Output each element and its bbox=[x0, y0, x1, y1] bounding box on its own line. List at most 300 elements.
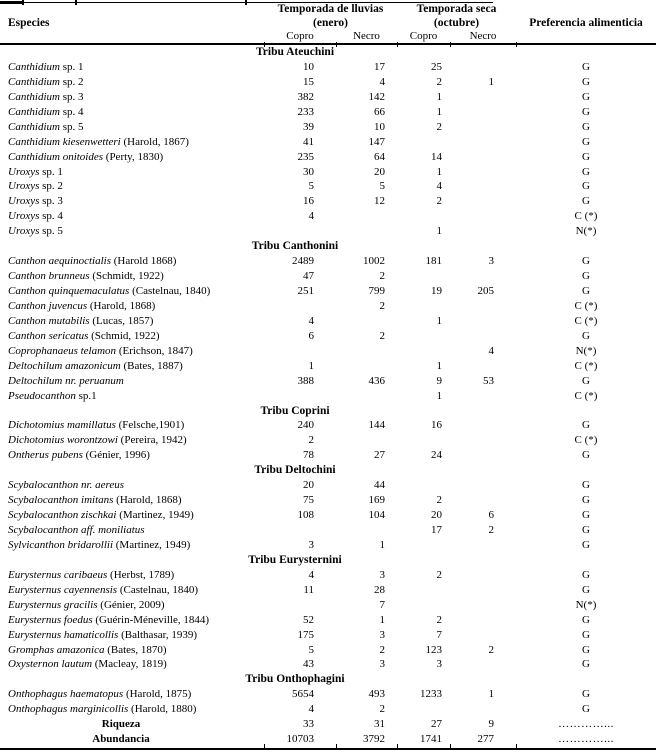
rainy-necro-count: 2 bbox=[379, 643, 385, 656]
species-name-italic: Onthophagus haematopus bbox=[8, 688, 126, 701]
dry-necro-count bbox=[450, 389, 516, 404]
species-authority: (Felsche,1901) bbox=[118, 419, 185, 432]
preference-value: G bbox=[582, 90, 590, 103]
species-row bbox=[0, 598, 656, 613]
species-row bbox=[0, 224, 656, 239]
dry-necro-count: 2 bbox=[488, 643, 494, 656]
species-name bbox=[0, 359, 264, 374]
rainy-necro-count: 3 bbox=[379, 568, 385, 581]
species-name bbox=[0, 478, 264, 493]
species-name-italic: Onthophagus marginicollis bbox=[8, 703, 132, 716]
species-authority: (Schmidt, 1922) bbox=[92, 270, 164, 283]
rainy-necro-count bbox=[336, 523, 397, 538]
species-authority: (Harold, 1867) bbox=[123, 135, 189, 148]
preference-value: G bbox=[582, 538, 590, 551]
dry-necro-count bbox=[450, 538, 516, 553]
table-body bbox=[0, 45, 656, 747]
species-row bbox=[0, 702, 656, 717]
dry-copro-count: 181 bbox=[425, 255, 442, 268]
dry-necro-count: 4 bbox=[488, 344, 494, 357]
rainy-necro-count: 20 bbox=[374, 165, 385, 178]
rainy-necro-count bbox=[336, 224, 397, 239]
species-authority: (Génier, 2009) bbox=[100, 598, 165, 611]
preference-value: G bbox=[582, 449, 590, 462]
species-name bbox=[0, 135, 264, 150]
rainy-necro-count: 2 bbox=[379, 299, 385, 312]
species-authority: sp. 1 bbox=[59, 60, 84, 73]
subheader-rainy-necro: Necro bbox=[353, 30, 380, 42]
species-name-italic: Scybalocanthon imitans bbox=[8, 494, 117, 507]
species-row bbox=[0, 568, 656, 583]
rainy-necro-count: 5 bbox=[379, 180, 385, 193]
col-group-dry-season bbox=[397, 3, 516, 30]
species-row bbox=[0, 165, 656, 180]
dry-copro-count bbox=[397, 478, 450, 493]
column-tick bbox=[336, 744, 337, 750]
rainy-copro-count: 2489 bbox=[292, 255, 314, 268]
preference-value: …………... bbox=[558, 718, 614, 731]
dry-copro-count: 2 bbox=[436, 613, 442, 626]
rainy-necro-count: 10 bbox=[374, 120, 385, 133]
rainy-necro-count: 436 bbox=[368, 374, 385, 387]
rainy-necro-count: 2 bbox=[379, 703, 385, 716]
species-authority: (Balthasar, 1939) bbox=[121, 628, 197, 641]
dry-necro-count bbox=[450, 105, 516, 120]
preference-value: C (*) bbox=[574, 434, 598, 447]
col-header-especies: Especies bbox=[8, 17, 50, 29]
rainy-copro-count bbox=[264, 344, 336, 359]
dry-necro-count bbox=[450, 269, 516, 284]
species-name bbox=[0, 493, 264, 508]
species-row bbox=[0, 120, 656, 135]
rainy-necro-count: 4 bbox=[379, 75, 385, 88]
dry-copro-count bbox=[397, 433, 450, 448]
species-name-italic: Pseudocanthon bbox=[8, 389, 76, 402]
species-row bbox=[0, 254, 656, 269]
rainy-necro-count: 66 bbox=[374, 105, 385, 118]
dry-necro-count bbox=[450, 209, 516, 224]
dry-copro-count: 14 bbox=[431, 150, 442, 163]
dry-necro-count bbox=[450, 583, 516, 598]
rainy-necro-count: 31 bbox=[374, 718, 385, 731]
dry-necro-count bbox=[450, 150, 516, 165]
rainy-copro-count: 30 bbox=[303, 165, 314, 178]
bottom-rule bbox=[0, 748, 656, 750]
dry-copro-count: 1 bbox=[436, 314, 442, 327]
col-header-preferencia: Preferencia alimenticia bbox=[529, 17, 643, 29]
tribe-section-label: Tribu Coprini bbox=[260, 404, 330, 417]
rainy-copro-count: 39 bbox=[303, 120, 314, 133]
dry-copro-count: 25 bbox=[431, 60, 442, 73]
preference-value: G bbox=[582, 524, 590, 536]
dry-copro-count: 4 bbox=[436, 180, 442, 193]
species-name-italic: Canthidium kiesenwetteri bbox=[8, 135, 124, 148]
rainy-necro-count: 3792 bbox=[363, 733, 385, 746]
tribe-section-label: Tribu Eurysternini bbox=[248, 553, 342, 566]
species-row bbox=[0, 344, 656, 359]
tribe-section-label: Tribu Onthophagini bbox=[245, 673, 345, 686]
species-row bbox=[0, 135, 656, 150]
preference-value: G bbox=[582, 105, 590, 118]
rainy-necro-count: 493 bbox=[368, 688, 385, 701]
species-name bbox=[0, 643, 264, 658]
subheader-rainy-copro: Copro bbox=[286, 30, 314, 42]
rainy-season-title: Temporada de lluvias bbox=[277, 3, 384, 15]
species-name bbox=[0, 254, 264, 269]
species-authority: (Schmid, 1922) bbox=[91, 329, 160, 342]
dry-necro-count: 2 bbox=[488, 524, 494, 536]
rainy-copro-count: 11 bbox=[303, 583, 314, 596]
rainy-copro-count: 10703 bbox=[286, 733, 314, 746]
dry-copro-count: 17 bbox=[431, 524, 442, 536]
rainy-copro-count: 4 bbox=[308, 568, 314, 581]
species-name bbox=[0, 613, 264, 628]
species-authority: (Génier, 1996) bbox=[85, 449, 150, 462]
rainy-copro-count: 5 bbox=[308, 643, 314, 656]
dry-copro-count: 1 bbox=[436, 165, 442, 178]
preference-value: G bbox=[582, 150, 590, 163]
dry-copro-count: 24 bbox=[431, 449, 442, 462]
rainy-copro-count: 382 bbox=[297, 90, 314, 103]
dry-necro-count bbox=[450, 329, 516, 344]
species-name bbox=[0, 448, 264, 463]
tribe-section-label: Tribu Deltochini bbox=[254, 464, 336, 477]
species-name-italic: Eurysternus gracilis bbox=[8, 598, 101, 611]
species-name bbox=[0, 657, 264, 672]
rainy-necro-count bbox=[336, 433, 397, 448]
species-authority: sp. 5 bbox=[59, 120, 84, 133]
dry-copro-count bbox=[397, 135, 450, 150]
dry-necro-count bbox=[450, 179, 516, 194]
rainy-copro-count: 233 bbox=[297, 105, 314, 118]
dry-necro-count bbox=[450, 478, 516, 493]
species-authority: (Harold, 1868) bbox=[116, 494, 182, 507]
rainy-necro-count: 799 bbox=[368, 285, 385, 297]
rainy-copro-count: 235 bbox=[297, 150, 314, 163]
rainy-copro-count: 10 bbox=[303, 60, 314, 73]
rainy-necro-count: 104 bbox=[368, 509, 385, 522]
species-name-italic: Scybalocanthon nr. aereus bbox=[8, 479, 124, 492]
species-name-italic: Oxysternon lautum bbox=[8, 658, 95, 671]
preference-value: G bbox=[582, 643, 590, 656]
tribe-section-row bbox=[0, 404, 656, 419]
subheader-dry-necro: Necro bbox=[469, 30, 497, 42]
species-name-italic: Canthidium bbox=[8, 90, 60, 103]
species-name bbox=[0, 209, 264, 224]
species-name-italic: Canthon quinquemaculatus bbox=[8, 285, 133, 297]
species-name-italic: Eurysternus hamaticollis bbox=[8, 628, 122, 641]
species-row bbox=[0, 478, 656, 493]
species-name bbox=[0, 628, 264, 643]
rainy-copro-count: 3 bbox=[308, 538, 314, 551]
tribe-section-row bbox=[0, 553, 656, 568]
dry-copro-count: 2 bbox=[436, 75, 442, 88]
species-authority: (Castelnau, 1840) bbox=[132, 285, 211, 297]
dry-necro-count: 277 bbox=[477, 733, 494, 746]
species-row bbox=[0, 209, 656, 224]
species-name bbox=[0, 90, 264, 105]
rainy-copro-count bbox=[264, 224, 336, 239]
preference-value: G bbox=[582, 494, 590, 507]
species-name-italic: Sylvicanthon bridarollii bbox=[8, 538, 116, 551]
preference-value: G bbox=[582, 120, 590, 133]
species-authority: (Castelnau, 1840) bbox=[119, 583, 199, 596]
dry-necro-count bbox=[450, 359, 516, 374]
species-name-italic: Canthon mutabilis bbox=[8, 314, 93, 327]
preference-value: G bbox=[582, 583, 590, 596]
dry-copro-count bbox=[397, 209, 450, 224]
rainy-copro-count: 5 bbox=[308, 180, 314, 193]
species-name bbox=[0, 433, 264, 448]
species-name-italic: Gromphas amazonica bbox=[8, 643, 108, 656]
rainy-copro-count: 20 bbox=[303, 479, 314, 492]
species-row bbox=[0, 523, 656, 538]
summary-row bbox=[0, 732, 656, 747]
species-authority: sp. 4 bbox=[59, 105, 84, 118]
rainy-necro-count: 144 bbox=[368, 419, 385, 432]
species-name bbox=[0, 165, 264, 180]
rainy-copro-count: 16 bbox=[303, 195, 314, 208]
rainy-copro-count: 1 bbox=[308, 359, 314, 372]
rainy-copro-count: 6 bbox=[308, 329, 314, 342]
species-name bbox=[0, 389, 264, 404]
species-row bbox=[0, 538, 656, 553]
species-authority: (Pereira, 1942) bbox=[120, 434, 187, 447]
dry-necro-count: 6 bbox=[488, 509, 494, 522]
tribe-section-row bbox=[0, 45, 656, 60]
dry-copro-count bbox=[397, 598, 450, 613]
species-authority: (Martinez, 1949) bbox=[115, 538, 191, 551]
rainy-copro-count: 108 bbox=[297, 509, 314, 522]
rainy-necro-count: 3 bbox=[379, 658, 385, 671]
species-name-italic: Uroxys bbox=[8, 195, 40, 208]
rainy-copro-count: 52 bbox=[303, 613, 314, 626]
rainy-copro-count: 4 bbox=[308, 314, 314, 327]
dry-necro-count bbox=[450, 90, 516, 105]
species-authority: sp. 1 bbox=[39, 165, 63, 178]
preference-value: G bbox=[582, 255, 590, 268]
dry-copro-count: 9 bbox=[436, 374, 442, 387]
species-name bbox=[0, 374, 264, 389]
species-name-italic: Canthon sericatus bbox=[8, 329, 92, 342]
dry-necro-count: 1 bbox=[488, 75, 494, 88]
species-authority: (Herbst, 1789) bbox=[110, 568, 175, 581]
preference-value: G bbox=[582, 613, 590, 626]
rainy-copro-count bbox=[264, 523, 336, 538]
dry-copro-count: 20 bbox=[431, 509, 442, 522]
rainy-copro-count: 33 bbox=[303, 718, 314, 731]
species-name-italic: Uroxys bbox=[8, 225, 40, 238]
rainy-necro-count: 169 bbox=[368, 494, 385, 507]
species-name-italic: Canthon brunneus bbox=[8, 270, 93, 283]
species-name bbox=[0, 418, 264, 433]
dry-necro-count bbox=[450, 613, 516, 628]
species-row bbox=[0, 493, 656, 508]
dry-necro-count bbox=[450, 60, 516, 75]
species-name bbox=[0, 568, 264, 583]
dry-necro-count bbox=[450, 418, 516, 433]
rainy-necro-count: 1002 bbox=[363, 255, 385, 268]
dry-necro-count bbox=[450, 568, 516, 583]
rainy-necro-count bbox=[336, 389, 397, 404]
rainy-necro-count: 12 bbox=[374, 195, 385, 208]
dry-necro-count: 53 bbox=[483, 374, 494, 387]
species-row bbox=[0, 418, 656, 433]
species-name-italic: Uroxys bbox=[8, 210, 40, 223]
dry-copro-count: 1 bbox=[436, 359, 442, 372]
column-tick bbox=[516, 744, 517, 750]
tribe-section-label: Tribu Canthonini bbox=[251, 240, 339, 253]
species-name-italic: Eurysternus foedus bbox=[8, 613, 96, 626]
species-name bbox=[0, 583, 264, 598]
preference-value: G bbox=[582, 568, 590, 581]
dry-copro-count: 1741 bbox=[420, 733, 442, 746]
rainy-copro-count: 240 bbox=[297, 419, 314, 432]
dry-copro-count: 1 bbox=[436, 389, 442, 402]
preference-value: G bbox=[582, 703, 590, 716]
rainy-necro-count: 2 bbox=[379, 270, 385, 283]
rainy-copro-count: 75 bbox=[303, 494, 314, 507]
species-name-italic: Scybalocanthon zischkai bbox=[8, 509, 120, 522]
preference-value: G bbox=[582, 329, 590, 342]
species-authority: (Perty, 1830) bbox=[105, 150, 164, 163]
column-tick bbox=[397, 744, 398, 750]
species-row bbox=[0, 628, 656, 643]
dry-necro-count bbox=[450, 657, 516, 672]
rainy-necro-count: 3 bbox=[379, 628, 385, 641]
species-name bbox=[0, 120, 264, 135]
dry-copro-count bbox=[397, 583, 450, 598]
species-name bbox=[0, 314, 264, 329]
species-row bbox=[0, 75, 656, 90]
species-name bbox=[0, 508, 264, 523]
preference-value: C (*) bbox=[574, 389, 598, 402]
preference-value: N(*) bbox=[575, 225, 597, 238]
preference-value: G bbox=[582, 75, 590, 88]
dry-copro-count: 19 bbox=[431, 285, 442, 297]
preference-value: G bbox=[582, 60, 590, 73]
dry-copro-count bbox=[397, 269, 450, 284]
species-authority: (Macleay, 1819) bbox=[94, 658, 167, 671]
dry-copro-count: 1 bbox=[436, 90, 442, 103]
col-group-rainy-season bbox=[264, 3, 397, 30]
preference-value: C (*) bbox=[574, 314, 598, 327]
dry-copro-count: 2 bbox=[436, 568, 442, 581]
species-authority: (Lucas, 1857) bbox=[92, 314, 154, 327]
species-name bbox=[0, 344, 264, 359]
species-name bbox=[0, 299, 264, 314]
species-name-italic: Canthidium bbox=[8, 120, 60, 133]
species-name-italic: Eurysternus caribaeus bbox=[8, 568, 111, 581]
rainy-necro-count: 44 bbox=[374, 479, 385, 492]
species-row bbox=[0, 314, 656, 329]
rainy-copro-count bbox=[264, 299, 336, 314]
species-name-italic: Dichotomius mamillatus bbox=[8, 419, 119, 432]
species-name-italic: Eurysternus cayennensis bbox=[8, 583, 120, 596]
dry-copro-count: 2 bbox=[436, 494, 442, 507]
species-name bbox=[0, 179, 264, 194]
preference-value: G bbox=[582, 285, 590, 297]
rainy-necro-count: 142 bbox=[368, 90, 385, 103]
species-name bbox=[0, 702, 264, 717]
rainy-copro-count: 251 bbox=[297, 285, 314, 297]
species-row bbox=[0, 448, 656, 463]
species-name-italic: Canthidium bbox=[8, 60, 60, 73]
species-name bbox=[0, 284, 264, 299]
rainy-necro-count bbox=[336, 209, 397, 224]
dry-necro-count: 9 bbox=[488, 718, 494, 731]
dry-necro-count bbox=[450, 628, 516, 643]
rainy-necro-count bbox=[336, 344, 397, 359]
rainy-necro-count: 1 bbox=[379, 538, 385, 551]
species-name-italic: Dichotomius worontzowi bbox=[8, 434, 121, 447]
species-row bbox=[0, 643, 656, 658]
dry-copro-count: 2 bbox=[436, 120, 442, 133]
rainy-copro-count: 2 bbox=[308, 434, 314, 447]
rainy-copro-count: 175 bbox=[297, 628, 314, 641]
species-authority: (Bates, 1870) bbox=[107, 643, 167, 656]
species-name bbox=[0, 224, 264, 239]
rainy-copro-count: 15 bbox=[303, 75, 314, 88]
species-authority: (Erichson, 1847) bbox=[118, 344, 193, 357]
preference-value: …………... bbox=[558, 733, 614, 746]
species-row bbox=[0, 613, 656, 628]
species-name-italic: Scybalocanthon aff. moniliatus bbox=[8, 524, 145, 536]
dry-copro-count: 3 bbox=[436, 658, 442, 671]
species-authority: sp. 2 bbox=[39, 180, 63, 193]
species-name-italic: Uroxys bbox=[8, 165, 40, 178]
dry-copro-count bbox=[397, 702, 450, 717]
dry-necro-count bbox=[450, 493, 516, 508]
species-row bbox=[0, 687, 656, 702]
species-authority: (Guérin-Méneville, 1844) bbox=[95, 613, 210, 626]
species-name-italic: Canthidium onitoides bbox=[8, 150, 106, 163]
species-row bbox=[0, 194, 656, 209]
preference-value: N(*) bbox=[575, 344, 597, 357]
preference-value: G bbox=[582, 509, 590, 522]
table-header bbox=[0, 2, 656, 43]
species-authority: sp. 4 bbox=[39, 210, 63, 223]
species-name bbox=[0, 194, 264, 209]
species-authority: sp. 3 bbox=[39, 195, 63, 208]
tribe-section-label: Tribu Ateuchini bbox=[255, 46, 335, 58]
species-row bbox=[0, 359, 656, 374]
species-row bbox=[0, 150, 656, 165]
species-row bbox=[0, 60, 656, 75]
rainy-necro-count: 147 bbox=[368, 135, 385, 148]
rainy-copro-count: 5654 bbox=[292, 688, 314, 701]
rainy-copro-count: 388 bbox=[297, 374, 314, 387]
tribe-section-row bbox=[0, 672, 656, 687]
rainy-copro-count bbox=[264, 598, 336, 613]
rainy-copro-count: 43 bbox=[303, 658, 314, 671]
rainy-copro-count: 41 bbox=[303, 135, 314, 148]
species-authority: (Harold, 1880) bbox=[131, 703, 197, 716]
dry-copro-count: 2 bbox=[436, 195, 442, 208]
summary-row bbox=[0, 717, 656, 732]
species-name-italic: Canthidium bbox=[8, 75, 60, 88]
species-authority: sp. 3 bbox=[59, 90, 84, 103]
species-name bbox=[0, 538, 264, 553]
dry-copro-count: 16 bbox=[431, 419, 442, 432]
preference-value: G bbox=[582, 479, 590, 492]
species-name-italic: Coprophanaeus telamon bbox=[8, 344, 119, 357]
species-name-italic: Deltochilum nr. peruanum bbox=[8, 374, 124, 387]
species-name bbox=[0, 687, 264, 702]
preference-value: G bbox=[582, 628, 590, 641]
preference-value: G bbox=[582, 688, 590, 701]
preference-value: G bbox=[582, 135, 590, 148]
